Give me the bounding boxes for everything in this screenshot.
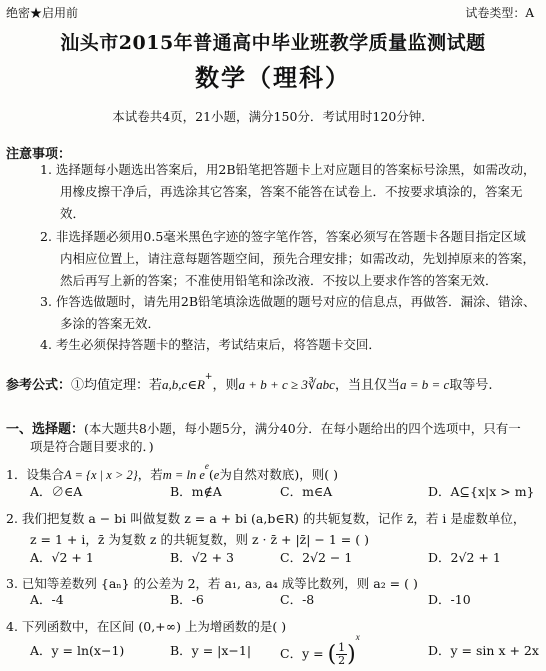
note-item-4: 4. 考生必须保持答题卡的整洁，考试结束后，将答题卡交回． (40, 337, 381, 352)
q2-option-c: C．2√2 − 1 (280, 550, 353, 565)
q3-option-b: B．-6 (170, 592, 204, 607)
section-one-intro: 一、选择题：(本大题共8小题，每小题5分，满分40分．在每小题给出的四个选项中，只有一 (6, 421, 521, 437)
secret-label: 绝密★启用前 (6, 6, 79, 20)
q2-option-b: B．√2 + 3 (170, 550, 234, 565)
q1-option-b: B．m∉A (170, 484, 222, 499)
exam-info: 本试卷共4页，21小题，满分150分．考试用时120分钟． (112, 109, 434, 124)
question-3-stem: 3. 已知等差数列 {aₙ} 的公差为 2，若 a₁, a₃, a₄ 成等比数列，则 a₂ = ( ) (6, 576, 418, 591)
question-2-line-2: z = 1 + i，z̄ 为复数 z 的共轭复数，则 z · z̄ + |z̄| − 1 = ( ) (30, 532, 369, 547)
subject-title: 数学（理科） (195, 63, 351, 92)
note-item-1: 1. 选择题每小题选出答案后，用2B铅笔把答题卡上对应题目的答案标号涂黑，如需改动， 用橡皮擦干净后，再选涂其它答案，答案不能答在试卷上．不按要求填涂的，答案无 效． (40, 162, 536, 221)
q2-option-d: D．2√2 + 1 (428, 550, 501, 565)
q4-fraction: $\frac{1}{2}$ (338, 641, 346, 667)
reference-formula: 参考公式：①均值定理：若a,b,c∈R+，则a + b + c ≥ 3∛abc，当且仅当a = b = c取等号. (6, 372, 493, 393)
question-1-stem: 1．设集合A = {x | x > 2}，若$m = \ln e^e(e$为自然对数底)，则( ) (6, 461, 338, 482)
q4-option-a: A．y = ln(x−1) (30, 643, 125, 658)
note-item-2: 2. 非选择题必须用0.5毫米黑色字迹的签字笔作答，答案必须写在答题卡各题目指定区域 内相应位置上，请注意每题答题空间，预先合理安排；如需改动，先划掉原来的答案， 然后再写上新的答案；不准使用铅笔和涂改液．不按以上要求作答的答案无效． (40, 229, 536, 288)
q4-option-d: D．y = sin x + 2x (428, 643, 539, 658)
q1-option-d: D．A⊆{x|x > m} (428, 484, 535, 499)
q4-option-c: C．y = ( $\frac{1}{2}$ )$^x$ (280, 632, 360, 667)
paper-type-label: 试卷类型：A (465, 6, 534, 20)
q4-option-b: B．y = |x−1| (170, 643, 252, 658)
note-item-3: 3. 作答选做题时，请先用2B铅笔填涂选做题的题号对应的信息点，再做答．漏涂、错涂、 多涂的答案无效． (40, 294, 536, 331)
q2-option-a: A．√2 + 1 (30, 550, 94, 565)
q3-option-c: C．-8 (280, 592, 315, 607)
q3-option-d: D．-10 (428, 592, 471, 607)
notes-heading: 注意事项： (6, 147, 72, 162)
q1-option-a: A．∅∈A (30, 484, 83, 499)
section-one-desc-2: 项是符合题目要求的．) (30, 439, 154, 454)
exam-title: 汕头市2015年普通高中毕业班教学质量监测试题 (60, 32, 486, 54)
q1-option-c: C．m∈A (280, 484, 333, 499)
question-2-line-1: 2. 我们把复数 a − bi 叫做复数 z = a + bi (a,b∈R) 的共轭复数，记作 z̄，若 i 是虚数单位， (6, 511, 526, 526)
question-4-stem: 4. 下列函数中，在区间 (0,+∞) 上为增函数的是( ) (6, 619, 287, 634)
q3-option-a: A．-4 (30, 592, 64, 607)
